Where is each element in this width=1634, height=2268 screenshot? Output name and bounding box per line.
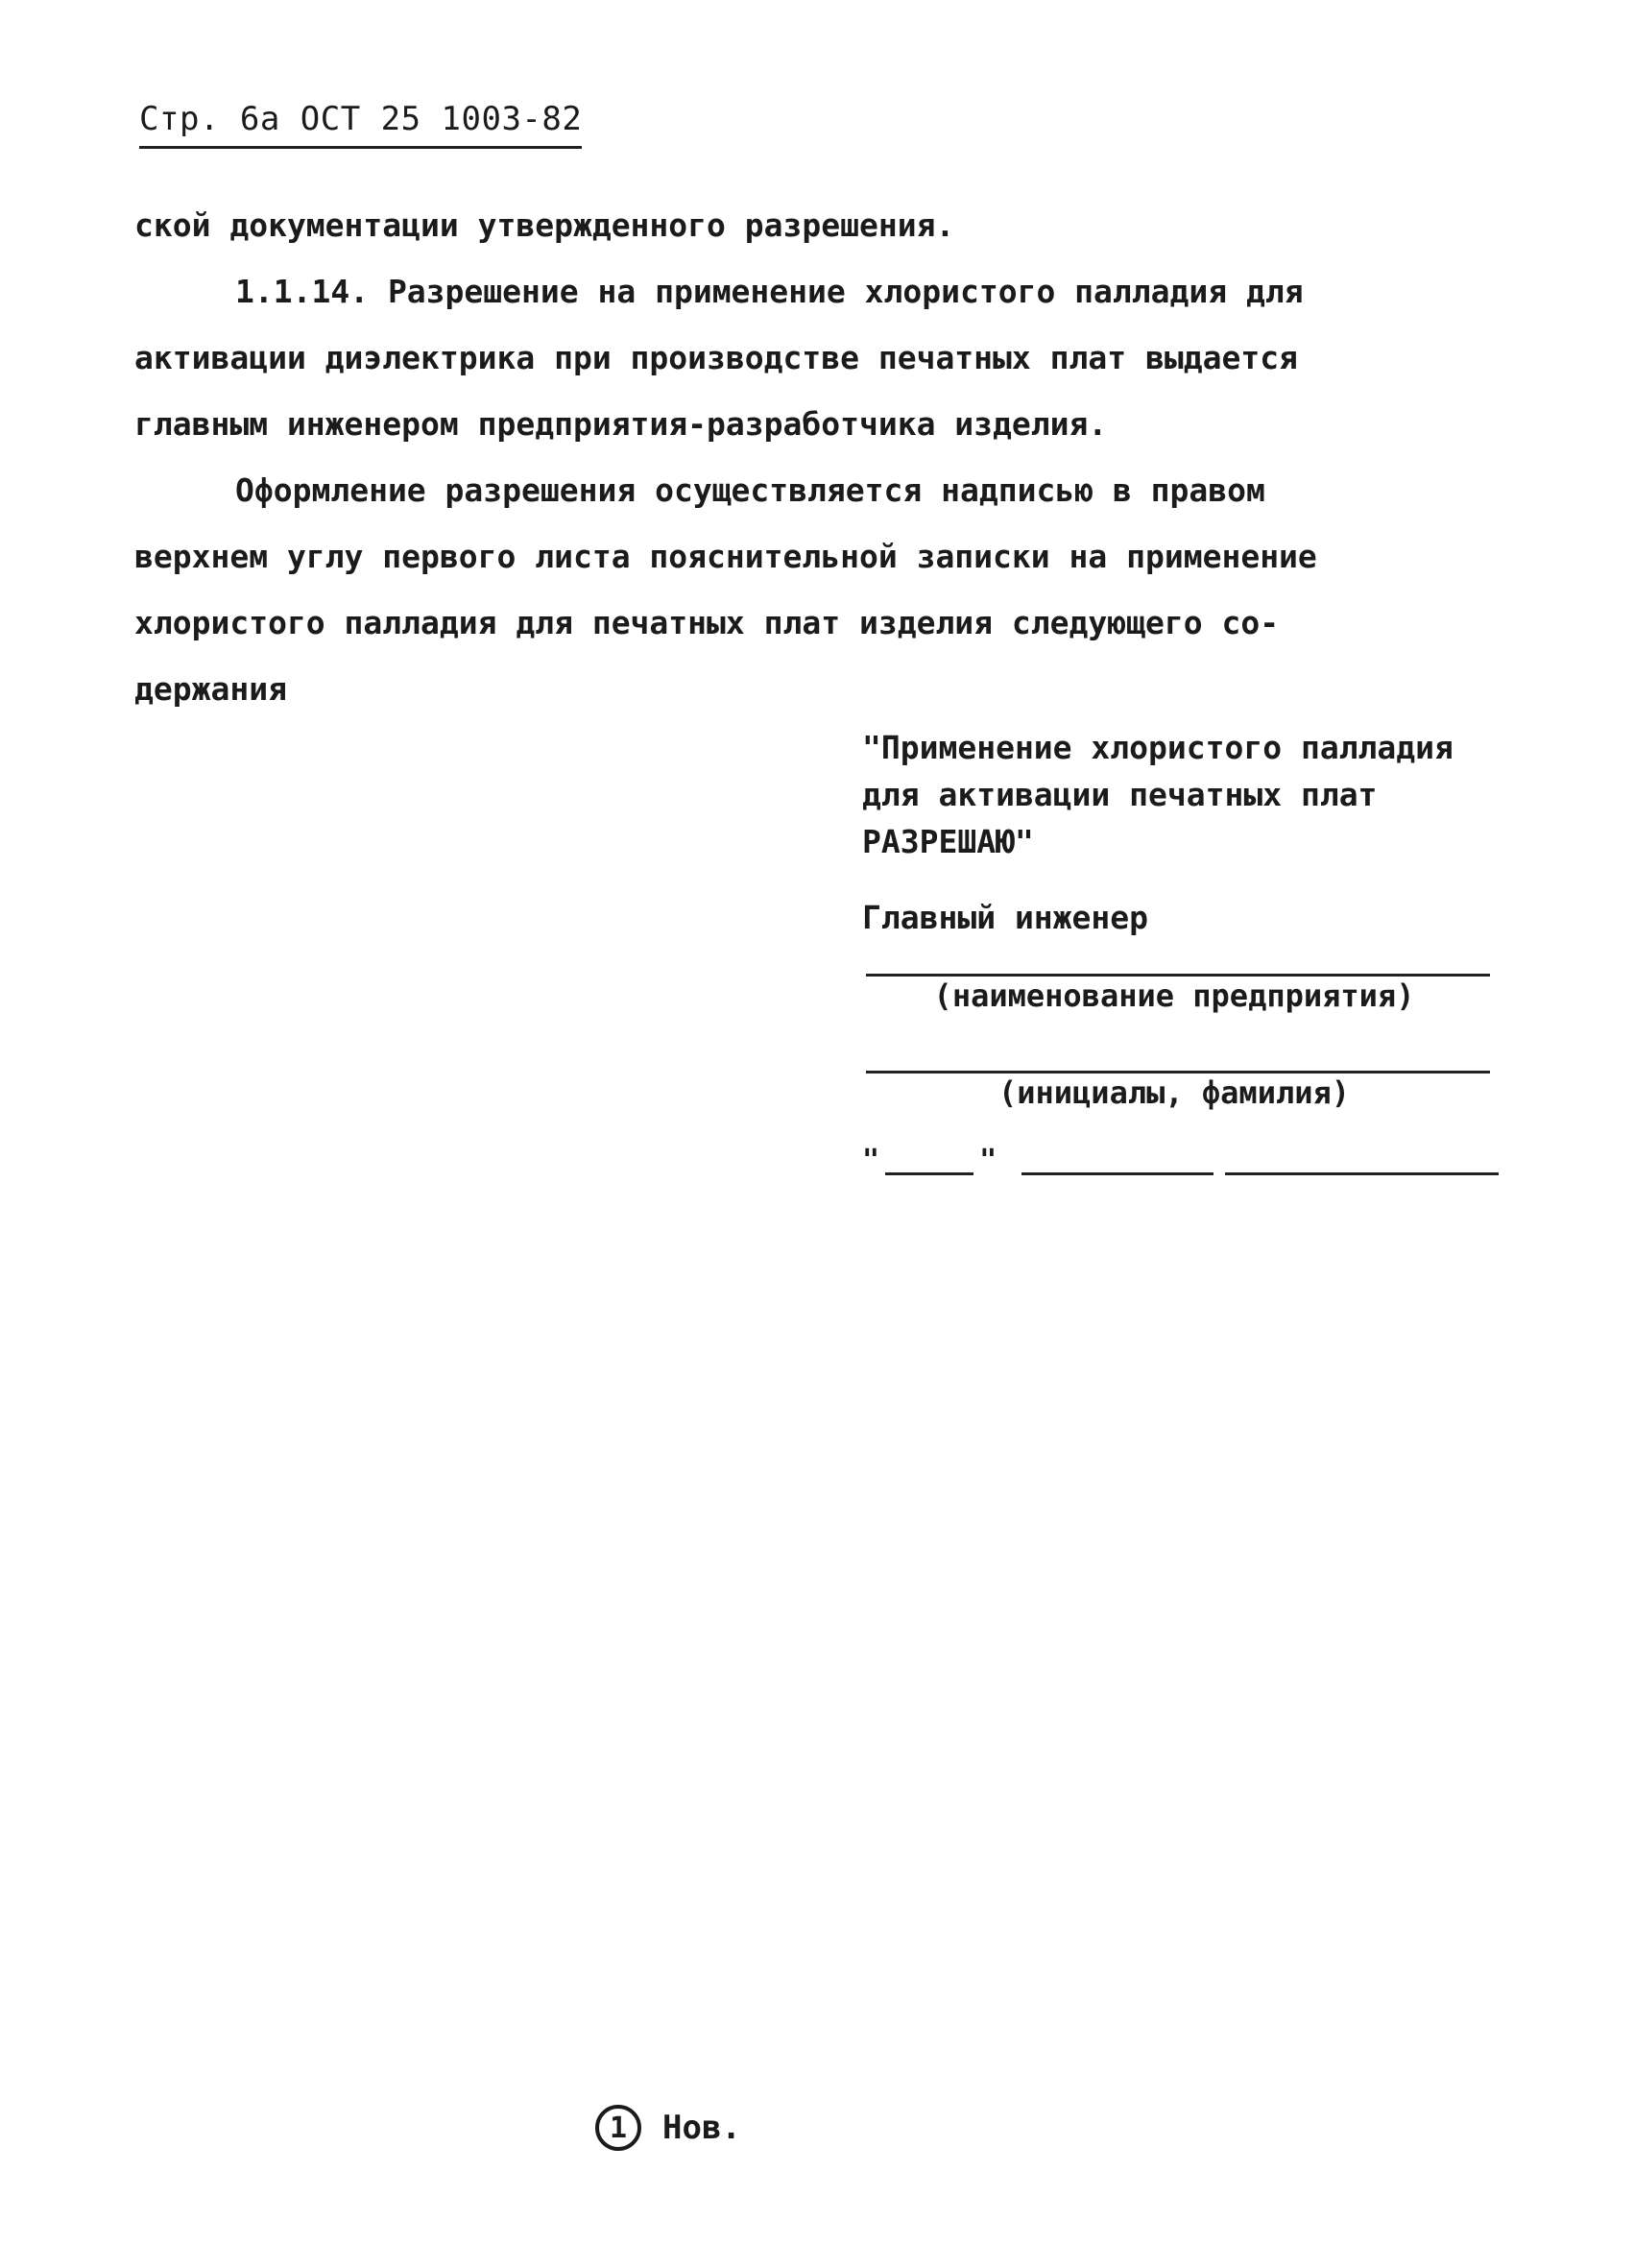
body-text [134, 192, 1421, 722]
date-day-line [885, 1144, 973, 1175]
change-number-circle [595, 2105, 641, 2151]
text-line: главным инженером предприятия-разработчика изделия. [134, 405, 1108, 443]
spacer [862, 1015, 1515, 1063]
change-number: 1 [609, 2111, 628, 2145]
text-line: 1.1.14. Разрешение на применение хлористого палладия для [235, 273, 1304, 310]
approver-role: Главный инженер [862, 899, 1149, 936]
date-year-line [1225, 1144, 1499, 1175]
text-line: верхнем углу первого листа пояснительной записки на применение [134, 538, 1317, 575]
date-quote-close: " [979, 1144, 997, 1177]
enterprise-fill-line [866, 941, 1490, 977]
signature-fill-line [866, 1063, 1490, 1074]
date-quote-open: " [862, 1144, 880, 1177]
text-line: держания [134, 670, 287, 708]
date-month-line [1021, 1144, 1213, 1175]
approval-quote-line: РАЗРЕШАЮ" [862, 823, 1034, 860]
date-row [862, 1137, 1515, 1175]
page-header: Стр. 6а ОСТ 25 1003-82 [139, 100, 582, 149]
approval-quote-line: для активации печатных плат [862, 776, 1378, 813]
text-line: хлористого палладия для печатных плат изделия следующего со- [134, 604, 1280, 641]
text-line: активации диэлектрика при производстве печатных плат выдается [134, 339, 1298, 376]
text-line: Оформление разрешения осуществляется надписью в правом [235, 471, 1265, 509]
change-label: Нов. [662, 2109, 741, 2147]
approval-block [862, 724, 1515, 1175]
approval-quote-line: "Применение хлористого палладия [862, 729, 1454, 766]
enterprise-caption: (наименование предприятия) [933, 977, 1415, 1014]
name-caption: (инициалы, фамилия) [997, 1074, 1351, 1111]
text-line: ской документации утвержденного разрешения. [134, 206, 955, 244]
change-footer [595, 2105, 741, 2151]
